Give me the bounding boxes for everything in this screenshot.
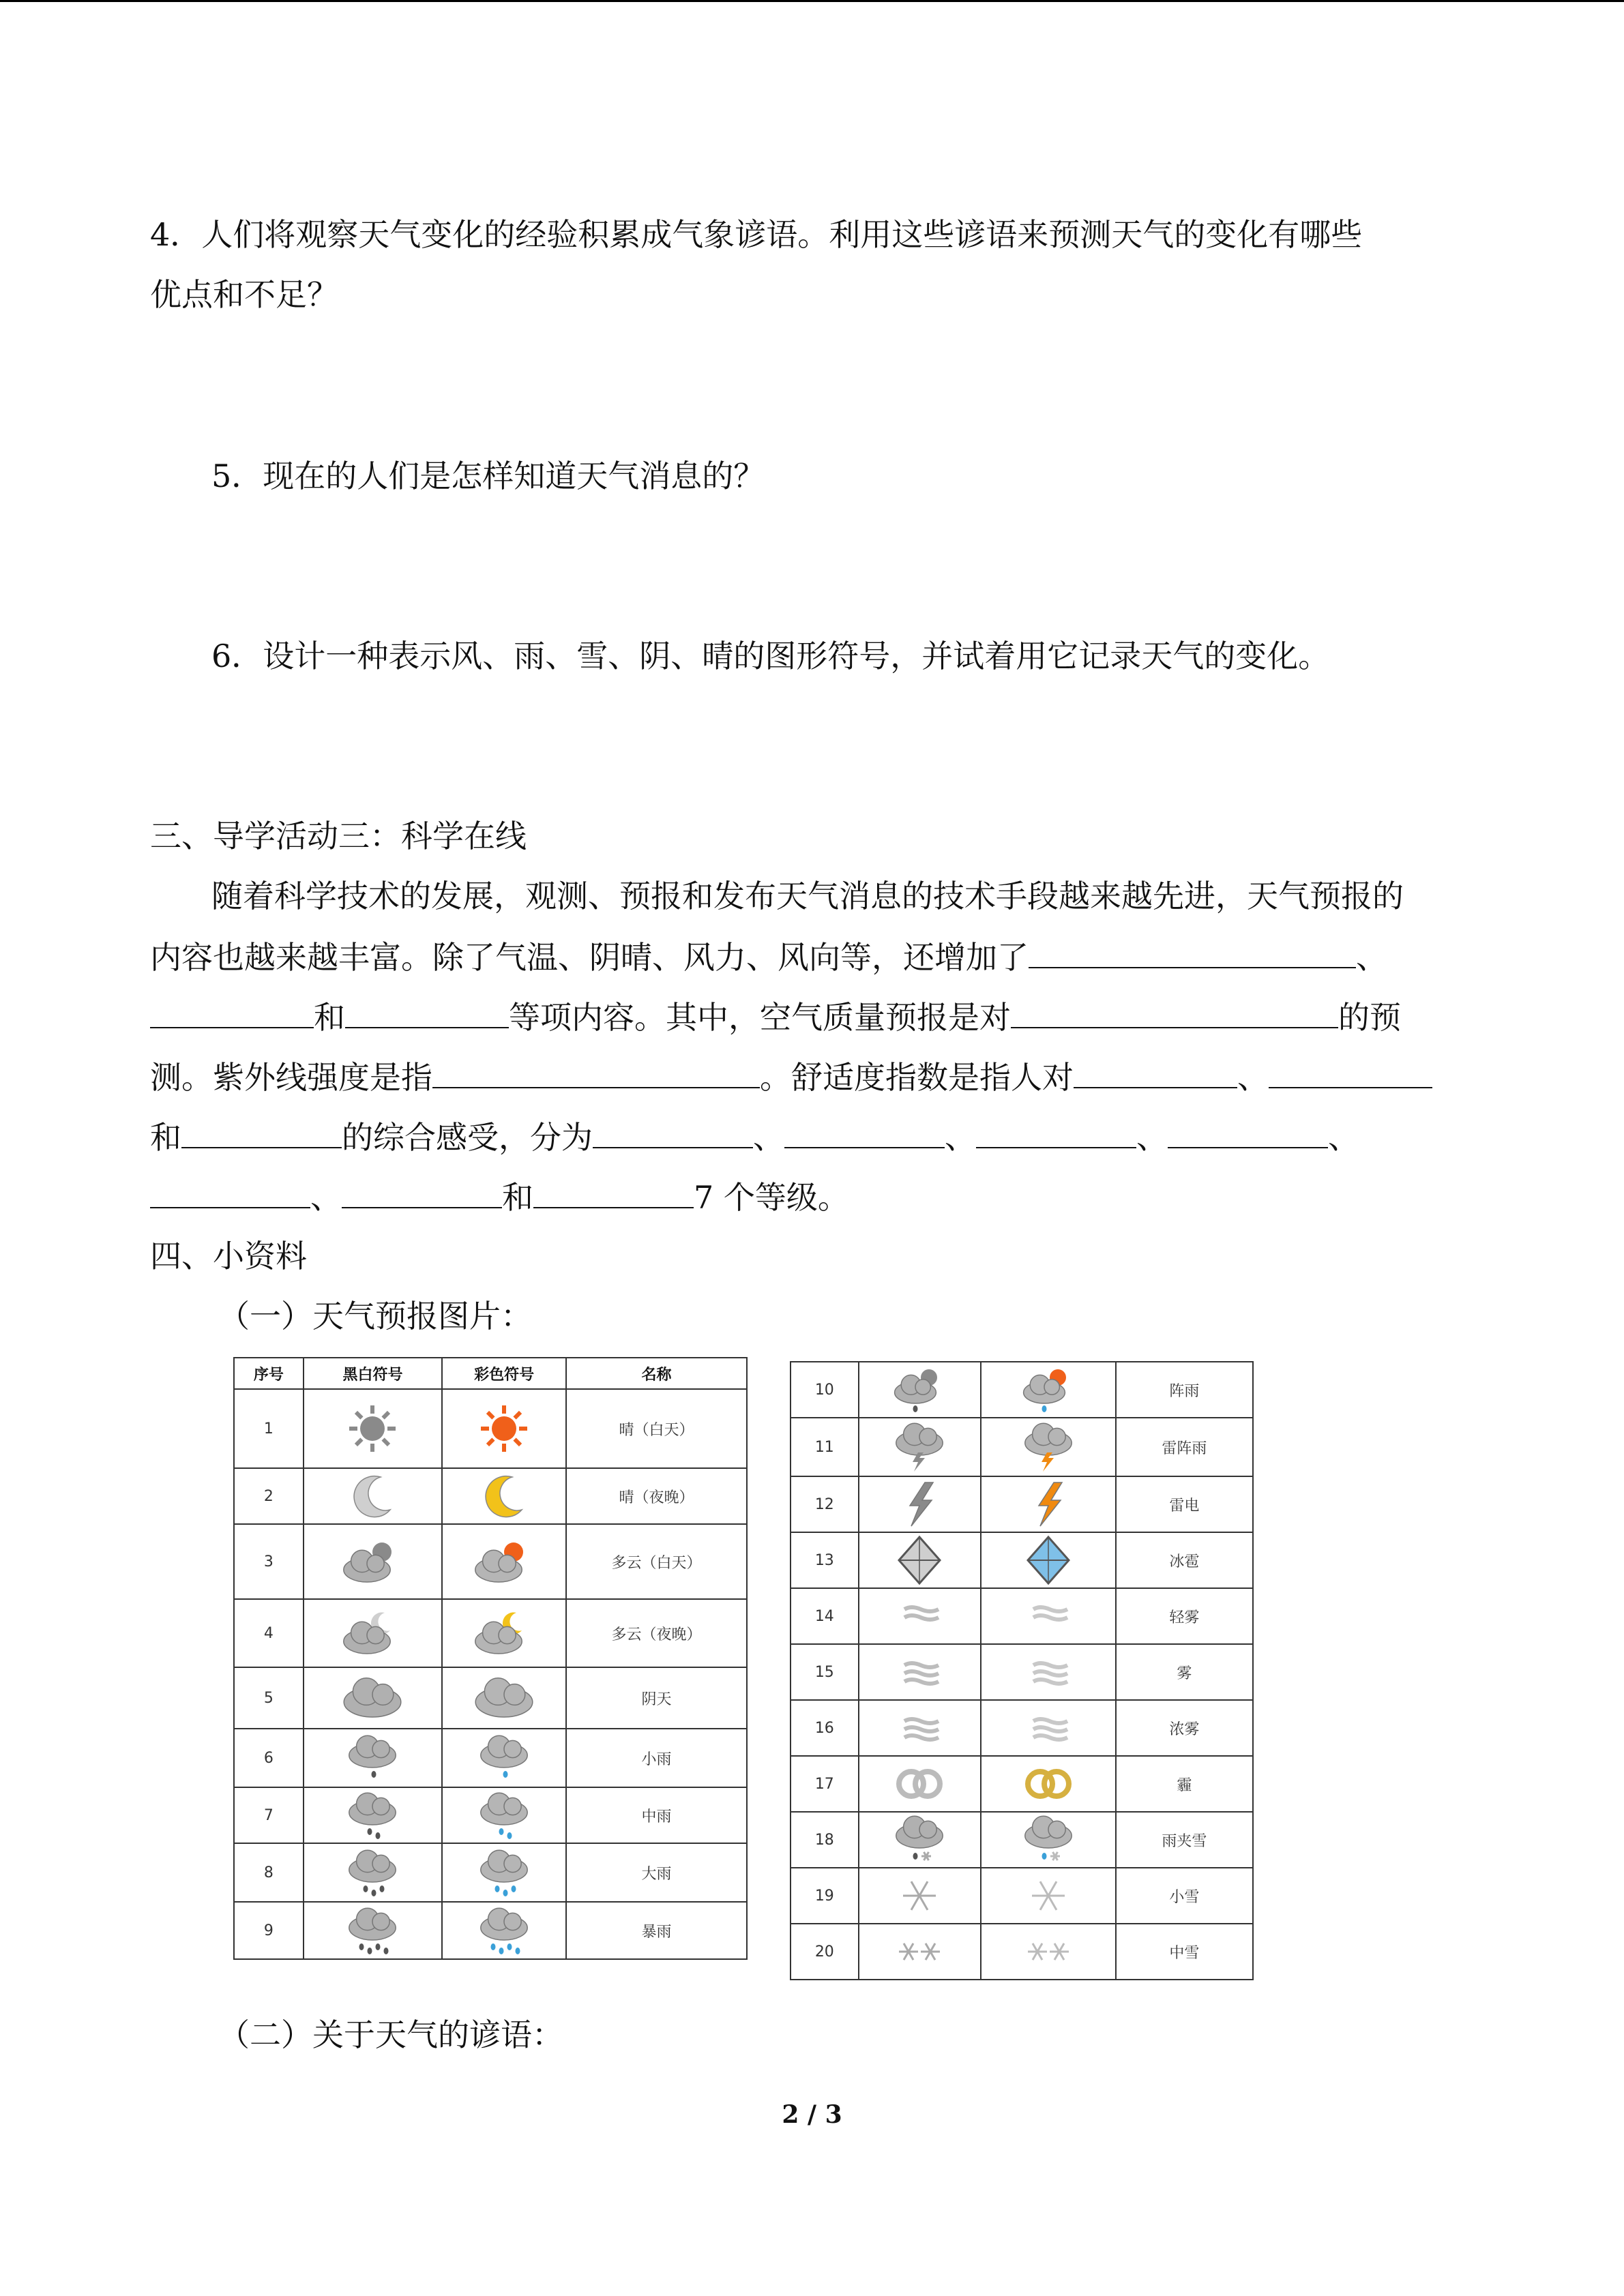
heavy-rain-icon <box>442 1843 566 1902</box>
weather-name: 轻雾 <box>1116 1588 1253 1644</box>
weather-name: 雨夹雪 <box>1116 1812 1253 1868</box>
row-number: 9 <box>234 1902 304 1959</box>
question-5: 5．现在的人们是怎样知道天气消息的？ <box>211 458 765 494</box>
blank-field[interactable] <box>533 1166 694 1208</box>
weather-name: 小雪 <box>1116 1868 1253 1924</box>
sleet-bw-icon <box>859 1812 981 1868</box>
table-row <box>234 1389 747 1468</box>
row-number: 5 <box>234 1667 304 1729</box>
header-number: 序号 <box>234 1358 304 1389</box>
row-number: 12 <box>791 1476 859 1532</box>
rainstorm-icon <box>442 1902 566 1959</box>
rainstorm-bw-icon <box>304 1902 443 1959</box>
thunder-shower-bw-icon <box>859 1418 981 1476</box>
light-snow-icon <box>981 1868 1116 1924</box>
section-3-line2: 内容也越来越丰富。除了气温、阴晴、风力、风向等，还增加了 、 <box>150 926 1473 987</box>
blank-field[interactable] <box>1074 1046 1237 1088</box>
table-row <box>791 1756 1253 1812</box>
moderate-snow-icon <box>981 1924 1116 1980</box>
blank-field[interactable] <box>342 1166 502 1208</box>
question-4-line1: 4．人们将观察天气变化的经验积累成气象谚语。利用这些谚语来预测天气的变化有哪些 <box>150 216 1363 253</box>
blank-field[interactable] <box>976 1106 1136 1148</box>
dense-fog-bw-icon <box>859 1700 981 1756</box>
weather-name: 阵雨 <box>1116 1362 1253 1418</box>
weather-name: 霾 <box>1116 1756 1253 1812</box>
weather-name: 浓雾 <box>1116 1700 1253 1756</box>
blank-field[interactable] <box>181 1106 342 1148</box>
section-3-line3: 和 等项内容。其中，空气质量预报是对 的预 <box>150 986 1473 1047</box>
table-row <box>234 1667 747 1729</box>
moderate-snow-bw-icon <box>859 1924 981 1980</box>
row-number: 18 <box>791 1812 859 1868</box>
header-bw-symbol: 黑白符号 <box>304 1358 443 1389</box>
table-row <box>791 1700 1253 1756</box>
moon-bw-icon <box>304 1468 443 1524</box>
weather-name: 阴天 <box>566 1667 747 1729</box>
sleet-icon <box>981 1812 1116 1868</box>
section-4-sub1: （一）天气预报图片： <box>218 1298 532 1335</box>
question-6: 6．设计一种表示风、雨、雪、阴、晴的图形符号，并试着用它记录天气的变化。 <box>211 638 1330 674</box>
blank-field[interactable] <box>345 986 509 1028</box>
table-row <box>234 1729 747 1787</box>
row-number: 6 <box>234 1729 304 1787</box>
weather-name: 中雪 <box>1116 1924 1253 1980</box>
blank-field[interactable] <box>150 986 314 1028</box>
fog-bw-icon <box>859 1644 981 1700</box>
row-number: 4 <box>234 1599 304 1667</box>
light-snow-bw-icon <box>859 1868 981 1924</box>
weather-name: 中雨 <box>566 1787 747 1843</box>
haze-icon <box>981 1756 1116 1812</box>
row-number: 10 <box>791 1362 859 1418</box>
table-row <box>234 1902 747 1959</box>
table-row <box>791 1644 1253 1700</box>
table-row <box>791 1868 1253 1924</box>
blank-field[interactable] <box>1269 1046 1432 1088</box>
light-rain-icon <box>442 1729 566 1787</box>
heavy-rain-bw-icon <box>304 1843 443 1902</box>
blank-field[interactable] <box>432 1046 760 1088</box>
overcast-bw-icon <box>304 1667 443 1729</box>
cloudy-night-icon <box>442 1599 566 1667</box>
row-number: 15 <box>791 1644 859 1700</box>
header-name: 名称 <box>566 1358 747 1389</box>
table-row <box>791 1362 1253 1418</box>
row-number: 17 <box>791 1756 859 1812</box>
row-number: 1 <box>234 1389 304 1468</box>
question-4-line2: 优点和不足？ <box>150 276 338 313</box>
weather-name: 晴（白天） <box>566 1389 747 1468</box>
row-number: 8 <box>234 1843 304 1902</box>
section-3-title: 三、导学活动三：科学在线 <box>150 818 527 854</box>
row-number: 3 <box>234 1524 304 1599</box>
weather-name: 晴（夜晚） <box>566 1468 747 1524</box>
thunder-shower-icon <box>981 1418 1116 1476</box>
section-3-line5: 和 的综合感受，分为 、 、 、 、 <box>150 1106 1473 1167</box>
table-row <box>234 1843 747 1902</box>
row-number: 14 <box>791 1588 859 1644</box>
light-fog-bw-icon <box>859 1588 981 1644</box>
light-rain-bw-icon <box>304 1729 443 1787</box>
table-row <box>791 1812 1253 1868</box>
hail-icon <box>981 1532 1116 1588</box>
table-row <box>791 1418 1253 1476</box>
moderate-rain-icon <box>442 1787 566 1843</box>
sun-icon <box>442 1389 566 1468</box>
moon-icon <box>442 1468 566 1524</box>
weather-symbol-table-left <box>233 1357 748 1960</box>
row-number: 7 <box>234 1787 304 1843</box>
table-row <box>791 1532 1253 1588</box>
blank-field[interactable] <box>593 1106 753 1148</box>
blank-field[interactable] <box>150 1166 310 1208</box>
section-3-line6: 、 和 7 个等级。 <box>150 1166 1473 1227</box>
page-number: 2 / 3 <box>782 2100 842 2129</box>
weather-name: 多云（白天） <box>566 1524 747 1599</box>
row-number: 20 <box>791 1924 859 1980</box>
haze-bw-icon <box>859 1756 981 1812</box>
weather-name: 小雨 <box>566 1729 747 1787</box>
section-4-title: 四、小资料 <box>150 1238 307 1274</box>
weather-name: 雷阵雨 <box>1116 1418 1253 1476</box>
weather-name: 大雨 <box>566 1843 747 1902</box>
blank-field[interactable] <box>1168 1106 1328 1148</box>
table-row <box>234 1599 747 1667</box>
blank-field[interactable] <box>1011 986 1338 1028</box>
weather-name: 冰雹 <box>1116 1532 1253 1588</box>
table-row <box>234 1524 747 1599</box>
weather-name: 雾 <box>1116 1644 1253 1700</box>
lightning-bw-icon <box>859 1476 981 1532</box>
section-3-line1: 随着科学技术的发展，观测、预报和发布天气消息的技术手段越来越先进，天气预报的 <box>211 878 1404 914</box>
row-number: 13 <box>791 1532 859 1588</box>
row-number: 11 <box>791 1418 859 1476</box>
moderate-rain-bw-icon <box>304 1787 443 1843</box>
table-row <box>791 1476 1253 1532</box>
weather-name: 雷电 <box>1116 1476 1253 1532</box>
dense-fog-icon <box>981 1700 1116 1756</box>
row-number: 2 <box>234 1468 304 1524</box>
row-number: 19 <box>791 1868 859 1924</box>
light-fog-icon <box>981 1588 1116 1644</box>
fog-icon <box>981 1644 1116 1700</box>
shower-bw-icon <box>859 1362 981 1418</box>
cloudy-day-bw-icon <box>304 1524 443 1599</box>
table-row <box>234 1787 747 1843</box>
cloudy-night-bw-icon <box>304 1599 443 1667</box>
section-4-sub2: （二）关于天气的谚语： <box>218 2016 563 2053</box>
blank-field[interactable] <box>1029 926 1356 968</box>
table-row <box>234 1468 747 1524</box>
weather-name: 暴雨 <box>566 1902 747 1959</box>
section-3-line4: 测。紫外线强度是指 。舒适度指数是指人对 、 <box>150 1046 1473 1107</box>
cloudy-day-icon <box>442 1524 566 1599</box>
blank-field[interactable] <box>784 1106 945 1148</box>
lightning-icon <box>981 1476 1116 1532</box>
table-row <box>791 1924 1253 1980</box>
sun-bw-icon <box>304 1389 443 1468</box>
hail-bw-icon <box>859 1532 981 1588</box>
shower-icon <box>981 1362 1116 1418</box>
header-color-symbol: 彩色符号 <box>442 1358 566 1389</box>
table-row <box>791 1588 1253 1644</box>
weather-symbol-table-right <box>790 1361 1254 1980</box>
weather-name: 多云（夜晚） <box>566 1599 747 1667</box>
overcast-icon <box>442 1667 566 1729</box>
row-number: 16 <box>791 1700 859 1756</box>
top-border <box>0 0 1624 2</box>
